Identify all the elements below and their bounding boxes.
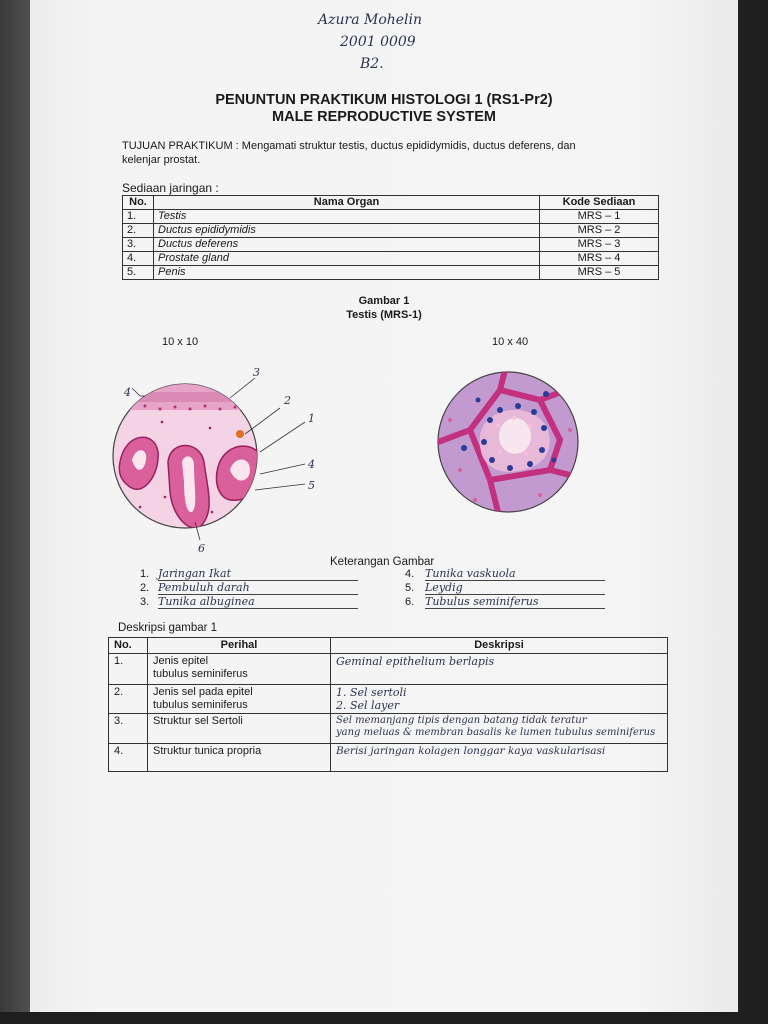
legend-number: 5.	[405, 582, 415, 594]
table-row	[109, 654, 668, 685]
legend-number: 1.	[140, 568, 150, 580]
legend-number: 6.	[405, 596, 415, 608]
row-organ: Testis	[154, 210, 540, 224]
table-row	[123, 224, 659, 238]
purpose-text: : Mengamati struktur testis, ductus epididymidis, ductus deferens, dan	[232, 140, 576, 152]
row-description-line1: Berisi jaringan kolagen longgar kaya vaskularisasi	[336, 745, 606, 757]
table-row	[109, 685, 668, 714]
figure-subtitle: Testis (MRS-1)	[346, 309, 422, 321]
col-header-code: Kode Sediaan	[540, 196, 659, 210]
row-code: MRS – 2	[540, 224, 659, 238]
row-topic-line1: Jenis epitel	[153, 655, 209, 667]
tubule-lumen	[499, 418, 531, 454]
blood-vessel	[236, 430, 244, 438]
row-description	[331, 714, 668, 744]
row-topic-line2: tubulus seminiferus	[153, 699, 248, 711]
row-topic	[148, 685, 331, 714]
row-code: MRS – 5	[540, 266, 659, 280]
magnification-right: 10 x 40	[492, 336, 529, 348]
row-no: 2.	[123, 224, 154, 238]
purpose-block	[122, 139, 662, 167]
description-header-row	[109, 638, 668, 654]
col-header-topic: Perihal	[148, 638, 331, 654]
col-header-no: No.	[109, 638, 148, 654]
legend-text: Tunika albuginea	[158, 595, 358, 609]
row-topic-line1: Struktur tunica propria	[153, 745, 262, 757]
col-header-no: No.	[123, 196, 154, 210]
row-no: 3.	[109, 714, 148, 744]
row-description-line1: Geminal epithelium berlapis	[336, 655, 495, 668]
row-topic	[148, 714, 331, 744]
row-description-line1: Sel memanjang tipis dengan batang tidak teratur	[336, 715, 587, 726]
row-organ: Ductus epididymidis	[154, 224, 540, 238]
row-code: MRS – 4	[540, 252, 659, 266]
pointer-label: 5	[308, 479, 315, 492]
row-no: 1.	[109, 654, 148, 685]
legend-item	[140, 567, 358, 581]
legend-number: 3.	[140, 596, 150, 608]
row-no: 5.	[123, 266, 154, 280]
page-title: PENUNTUN PRAKTIKUM HISTOLOGI 1 (RS1-Pr2)	[215, 92, 553, 108]
figure-title: Gambar 1	[358, 295, 410, 307]
table-row	[123, 266, 659, 280]
row-organ: Ductus deferens	[154, 238, 540, 252]
row-description	[331, 744, 668, 772]
background-right-edge	[738, 0, 768, 1024]
row-topic	[148, 654, 331, 685]
legend-number: 2.	[140, 582, 150, 594]
legend-text: Jaringan Ikat	[158, 567, 358, 581]
row-no: 2.	[109, 685, 148, 714]
row-no: 1.	[123, 210, 154, 224]
pointer-label: 4	[308, 458, 315, 471]
testis-drawing-low-mag	[100, 362, 360, 562]
page-subtitle: MALE REPRODUCTIVE SYSTEM	[272, 109, 496, 125]
row-topic-line1: Struktur sel Sertoli	[153, 715, 243, 727]
row-no: 3.	[123, 238, 154, 252]
legend-item	[405, 581, 605, 595]
magnification-left: 10 x 10	[162, 336, 199, 348]
student-group: B2.	[360, 56, 384, 72]
testis-drawing-high-mag	[430, 370, 590, 520]
legend-item	[405, 567, 605, 581]
slides-header-row	[123, 196, 659, 210]
legend-text: Leydig	[425, 581, 605, 595]
pointer-label: 6	[198, 542, 205, 555]
background-left-edge	[0, 0, 30, 1024]
table-row	[123, 252, 659, 266]
legend-text: Pembuluh darah	[158, 581, 358, 595]
row-description-line2: yang meluas & membran basalis ke lumen tubulus seminiferus	[336, 727, 656, 738]
row-description-line2: 2. Sel layer	[336, 699, 400, 712]
slides-heading: Sediaan jaringan :	[122, 181, 219, 195]
legend-item	[405, 595, 605, 609]
legend-item	[140, 581, 358, 595]
worksheet-page	[30, 0, 738, 1012]
row-no: 4.	[109, 744, 148, 772]
row-topic	[148, 744, 331, 772]
col-header-organ: Nama Organ	[154, 196, 540, 210]
row-organ: Prostate gland	[154, 252, 540, 266]
row-topic-line2: tubulus seminiferus	[153, 668, 248, 680]
row-description	[331, 685, 668, 714]
legend-number: 4.	[405, 568, 415, 580]
row-topic-line1: Jenis sel pada epitel	[153, 686, 253, 698]
row-no: 4.	[123, 252, 154, 266]
slides-table	[122, 195, 659, 280]
row-organ: Penis	[154, 266, 540, 280]
legend-heading: Keterangan Gambar	[330, 556, 435, 568]
row-description-line1: 1. Sel sertoli	[336, 686, 407, 699]
description-heading: Deskripsi gambar 1	[118, 622, 218, 634]
background-bottom-edge	[0, 1012, 768, 1024]
student-name: Azura Mohelin	[318, 12, 423, 28]
student-id: 2001 0009	[340, 34, 416, 50]
col-header-description: Deskripsi	[331, 638, 668, 654]
purpose-label: TUJUAN PRAKTIKUM	[122, 140, 233, 152]
table-row	[123, 210, 659, 224]
legend-text: Tubulus seminiferus	[425, 595, 605, 609]
pointer-label: 2	[284, 394, 291, 407]
legend-text: Tunika vaskuola	[425, 567, 605, 581]
row-description	[331, 654, 668, 685]
row-code: MRS – 1	[540, 210, 659, 224]
description-table	[108, 637, 668, 772]
pointer-label: 3	[253, 366, 260, 379]
row-code: MRS – 3	[540, 238, 659, 252]
table-row	[109, 714, 668, 744]
table-row	[109, 744, 668, 772]
pointer-label: 1	[308, 412, 315, 425]
legend-item	[140, 595, 358, 609]
pointer-label: 4	[124, 386, 131, 399]
purpose-text-cont: kelenjar prostat.	[122, 154, 201, 166]
table-row	[123, 238, 659, 252]
